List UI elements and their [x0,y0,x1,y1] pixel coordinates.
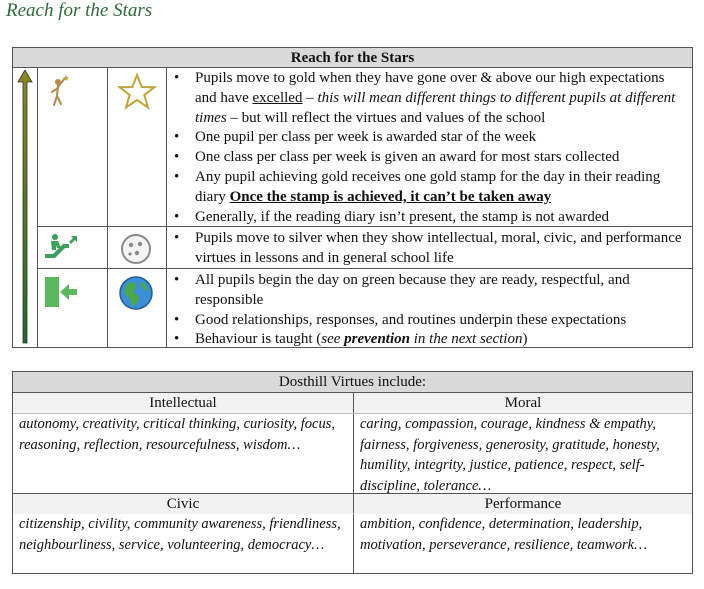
list-item: • Pupils move to silver when they show intellectual, moral, civic, and performance virtues in lessons and in general school life [195,229,689,269]
virtue-text-performance: ambition, confidence, determination, leadership, motivation, perseverance, resilience, teamwork… [360,516,647,553]
virtue-text-intellectual: autonomy, creativity, critical thinking, curiosity, focus, reasoning, reflection, resourcefulness, wisdom… [19,416,335,453]
progression-arrow-icon [17,70,33,345]
document-title: Reach for the Stars [6,0,153,21]
green-bullets [169,271,689,350]
reach-for-stars-table [12,47,693,348]
silver-bullets [169,229,689,269]
list-item: • Pupils move to gold when they have gone over & above our high expectations and have excelled – this will mean different things to different pupils at different times – but will reflect the virtues and values of the school [195,69,689,128]
gold-bullets [169,69,689,227]
virtue-text-civic: citizenship, civility, community awareness, friendliness, neighbourliness, service, volunteering, democracy… [19,516,341,553]
list-item: • Any pupil achieving gold receives one gold stamp for the day in their reading diary Once the stamp is achieved, it can’t be taken away [195,168,689,208]
virtue-heading-moral: Moral [354,393,692,413]
list-item: • Good relationships, responses, and routines underpin these expectations [195,311,689,331]
list-item: • One pupil per class per week is awarded star of the week [195,128,689,148]
virtue-heading-performance: Performance [354,494,692,514]
list-item: • Behaviour is taught (see prevention in the next section) [195,330,689,350]
person-reaching-icon [46,74,72,108]
list-item: • Generally, if the reading diary isn’t present, the stamp is not awarded [195,208,689,228]
virtue-heading-intellectual: Intellectual [13,393,353,413]
virtues-table [12,371,693,574]
enter-door-icon [43,274,79,310]
list-item: • All pupils begin the day on green because they are ready, respectful, and responsible [195,271,689,311]
star-icon [117,72,157,112]
virtue-text-moral: caring, compassion, courage, kindness & empathy, fairness, forgiveness, generosity, gratitude, honesty, humility, integrity, justice, patience, respect, self-discipline, tolerance… [360,416,660,494]
list-item: • One class per class per week is given an award for most stars collected [195,148,689,168]
globe-icon [117,274,155,312]
escalator-up-icon [43,232,81,260]
silver-ball-icon [119,232,153,266]
virtue-heading-civic: Civic [13,494,353,514]
reach-table-header: Reach for the Stars [13,48,692,68]
virtues-table-header: Dosthill Virtues include: [13,372,692,393]
